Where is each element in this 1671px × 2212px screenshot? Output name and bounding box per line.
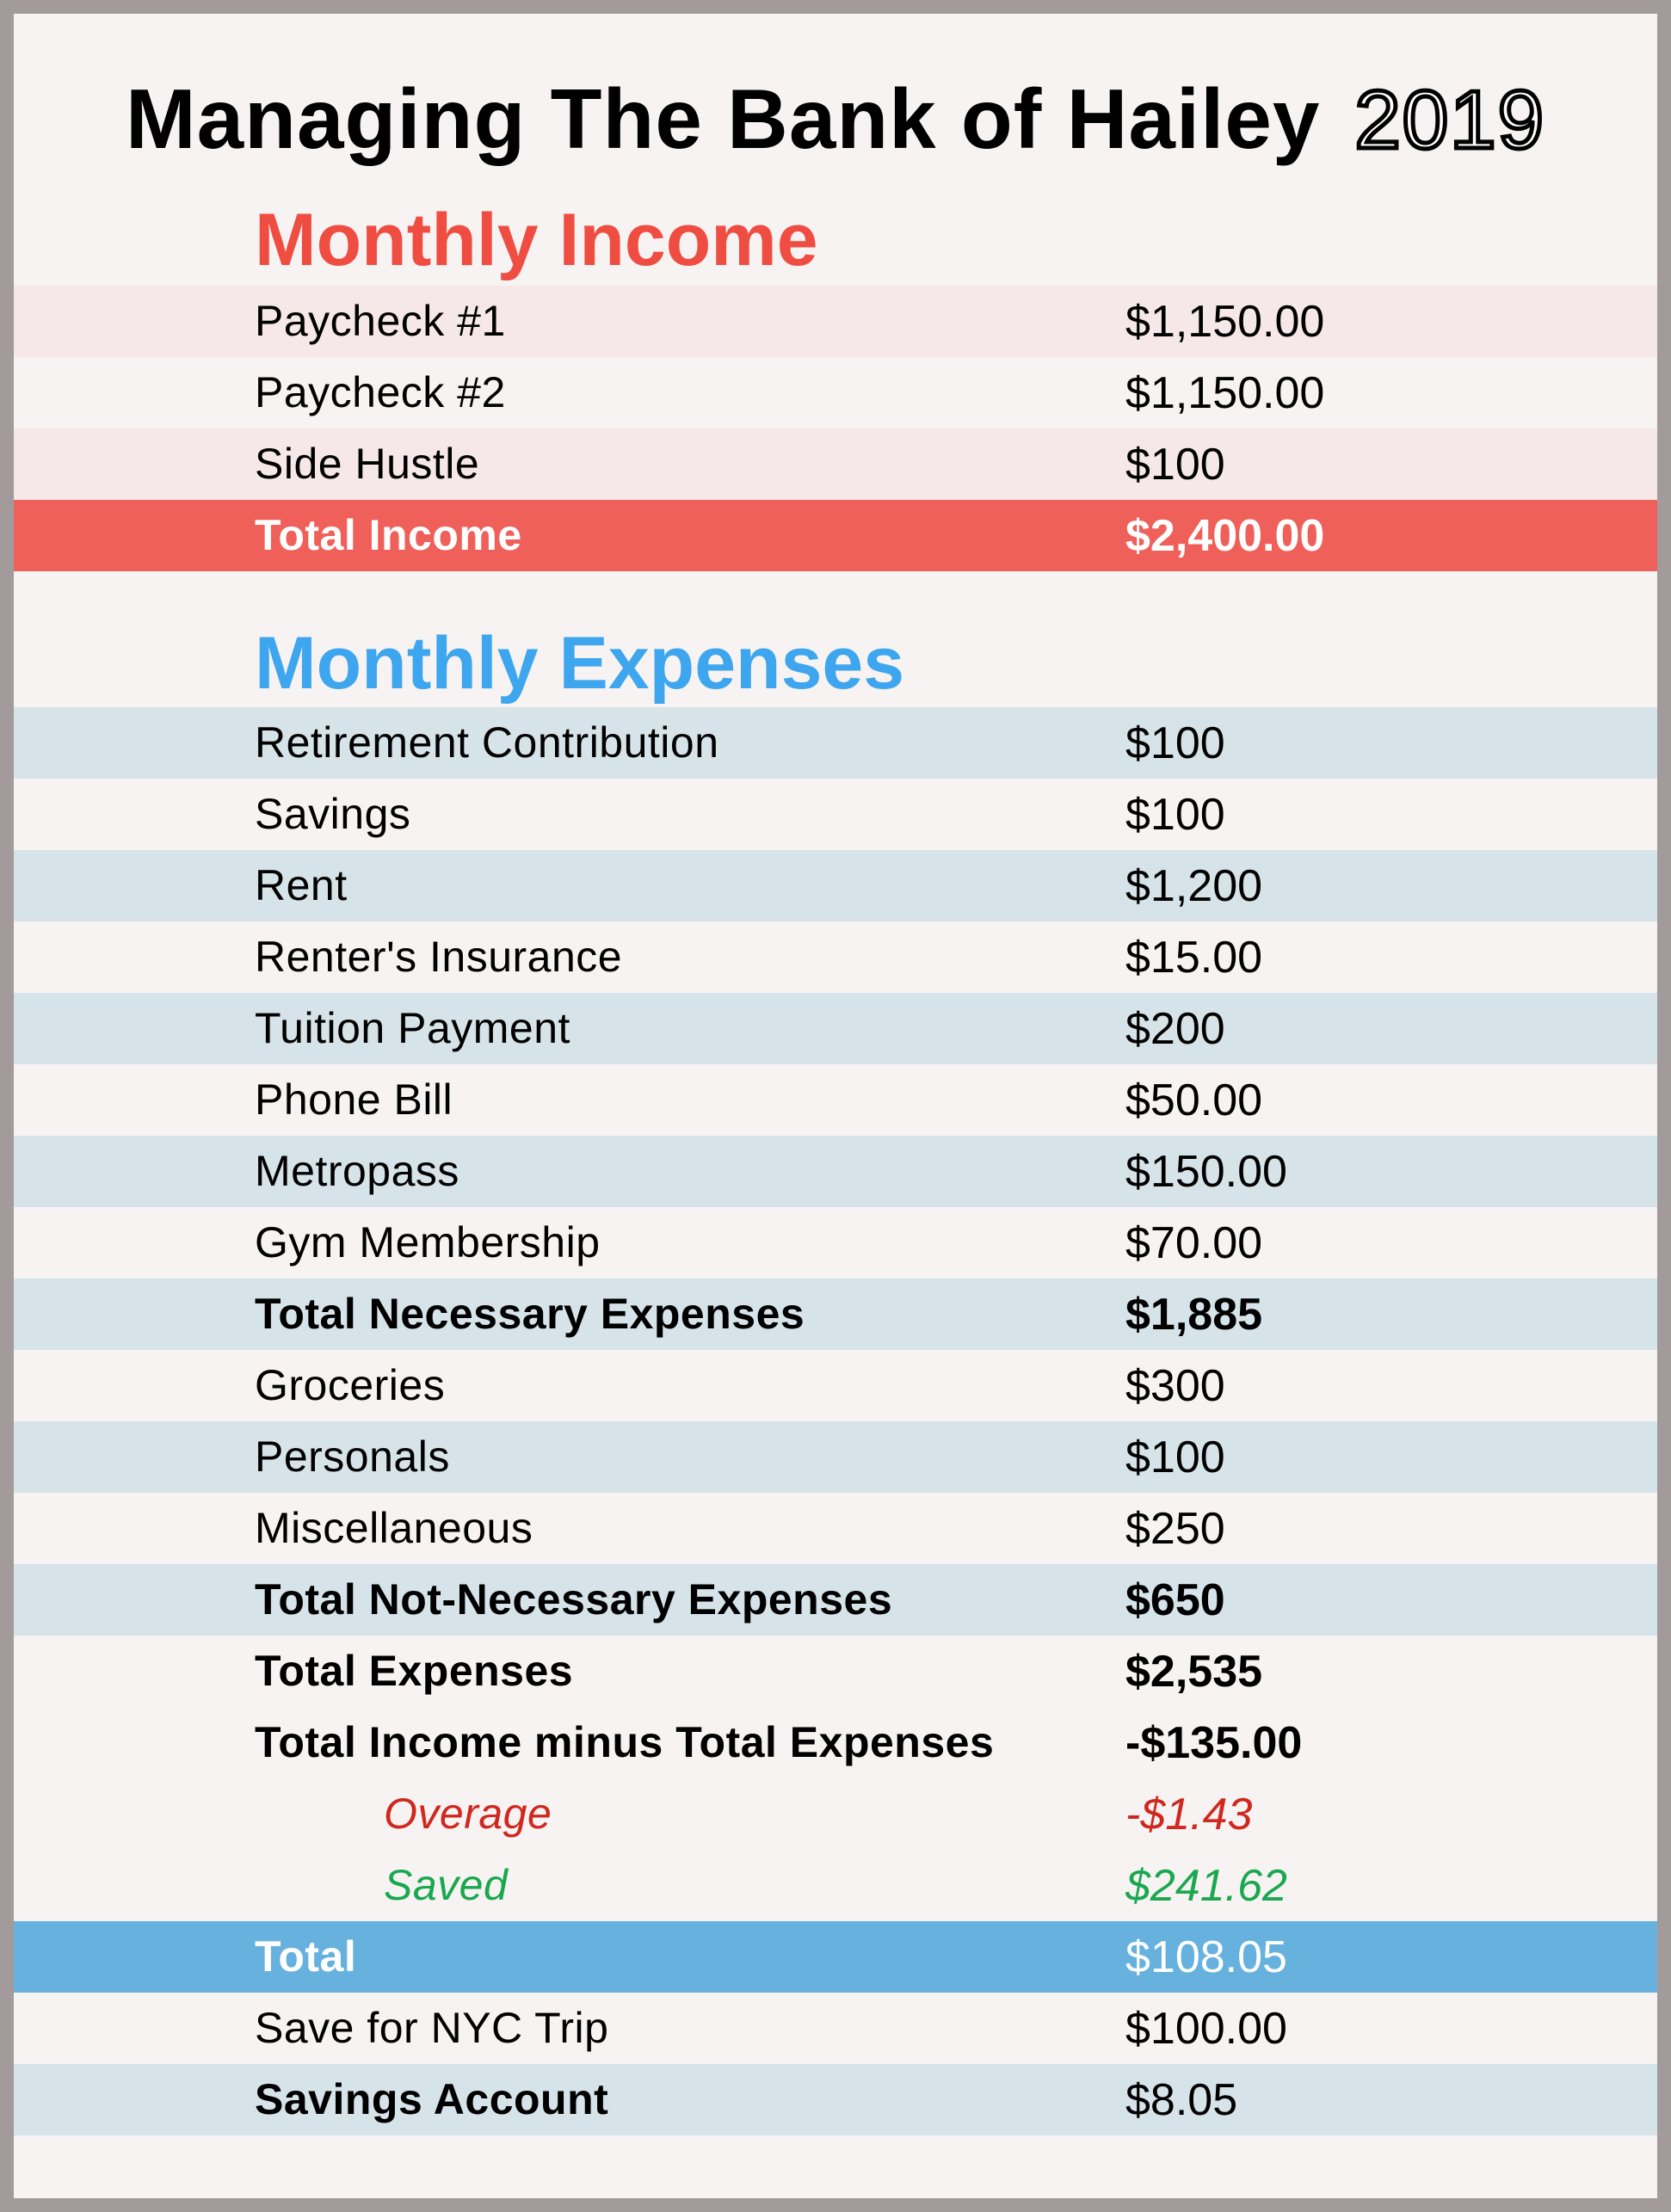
expense-row-label: Rent: [255, 861, 348, 909]
expense-row: [14, 707, 1657, 779]
income-row: [14, 357, 1657, 428]
net-label: Total Income minus Total Expenses: [255, 1718, 995, 1766]
page-title: [14, 71, 1657, 168]
income-total-row: [14, 500, 1657, 571]
expense-row: [14, 1064, 1657, 1136]
net-row: [14, 1707, 1657, 1778]
expense-row-label: Tuition Payment: [255, 1004, 570, 1052]
necessary-total-row: [14, 1279, 1657, 1350]
necessary-total-value: $1,885: [1125, 1290, 1263, 1340]
savings-account-row: [14, 2064, 1657, 2135]
net-value: -$135.00: [1125, 1718, 1303, 1768]
expense-row-label: Groceries: [255, 1361, 446, 1409]
expense-row: [14, 1350, 1657, 1421]
expense-row-label: Miscellaneous: [255, 1504, 533, 1552]
income-total-value: $2,400.00: [1125, 511, 1325, 561]
expense-row-value: $15.00: [1125, 933, 1263, 983]
title-text: Managing The Bank of Hailey: [126, 71, 1321, 166]
income-row-value: $1,150.00: [1125, 297, 1325, 347]
expense-row: [14, 993, 1657, 1064]
income-row-label: Side Hustle: [255, 440, 480, 488]
saved-row: [14, 1850, 1657, 1921]
nyc-trip-value: $100.00: [1125, 2004, 1287, 2054]
expense-row: [14, 1421, 1657, 1493]
expense-row-value: $100: [1125, 718, 1225, 768]
expense-row-label: Phone Bill: [255, 1075, 453, 1124]
expenses-heading: Monthly Expenses: [255, 622, 905, 705]
expense-row-value: $200: [1125, 1004, 1225, 1054]
income-row-label: Paycheck #2: [255, 368, 506, 416]
overage-label: Overage: [384, 1790, 552, 1838]
saved-value: $241.62: [1125, 1861, 1287, 1911]
expense-row-label: Savings: [255, 790, 411, 838]
title-year: 2019: [1354, 74, 1545, 166]
income-row-label: Paycheck #1: [255, 297, 506, 345]
not-necessary-total-value: $650: [1125, 1575, 1225, 1625]
income-row-value: $100: [1125, 440, 1225, 490]
nyc-trip-row: [14, 1993, 1657, 2064]
nyc-trip-label: Save for NYC Trip: [255, 2004, 609, 2052]
grand-total-row: [14, 1921, 1657, 1993]
expense-row-value: $100: [1125, 1433, 1225, 1482]
grand-total-label: Total: [255, 1932, 357, 1981]
savings-account-label: Savings Account: [255, 2075, 609, 2123]
overage-value: -$1.43: [1125, 1790, 1253, 1839]
income-row: [14, 428, 1657, 500]
expense-row-value: $70.00: [1125, 1218, 1263, 1268]
expense-row-value: $300: [1125, 1361, 1225, 1411]
necessary-total-label: Total Necessary Expenses: [255, 1290, 805, 1338]
grand-total-value: $108.05: [1125, 1932, 1287, 1982]
total-expenses-label: Total Expenses: [255, 1647, 574, 1695]
expense-row: [14, 1207, 1657, 1279]
income-row: [14, 286, 1657, 357]
income-heading: Monthly Income: [255, 199, 818, 281]
not-necessary-total-row: [14, 1564, 1657, 1636]
expense-row-label: Metropass: [255, 1147, 459, 1195]
expense-row-label: Retirement Contribution: [255, 718, 719, 767]
expense-row: [14, 1136, 1657, 1207]
expense-row: [14, 921, 1657, 993]
expense-row-label: Renter's Insurance: [255, 933, 623, 981]
overage-row: [14, 1778, 1657, 1850]
total-expenses-row: [14, 1636, 1657, 1707]
expense-row: [14, 1493, 1657, 1564]
expense-row-value: $100: [1125, 790, 1225, 840]
expense-row-value: $50.00: [1125, 1075, 1263, 1125]
expense-row-label: Personals: [255, 1433, 450, 1481]
expense-row: [14, 779, 1657, 850]
not-necessary-total-label: Total Not-Necessary Expenses: [255, 1575, 893, 1624]
expense-row-value: $250: [1125, 1504, 1225, 1554]
expense-row-label: Gym Membership: [255, 1218, 601, 1266]
expense-row-value: $1,200: [1125, 861, 1263, 911]
income-total-label: Total Income: [255, 511, 522, 559]
total-expenses-value: $2,535: [1125, 1647, 1263, 1697]
expense-row-value: $150.00: [1125, 1147, 1287, 1197]
expense-row: [14, 850, 1657, 921]
budget-sheet: [14, 14, 1657, 2198]
savings-account-value: $8.05: [1125, 2075, 1238, 2125]
saved-label: Saved: [384, 1861, 509, 1909]
income-row-value: $1,150.00: [1125, 368, 1325, 418]
